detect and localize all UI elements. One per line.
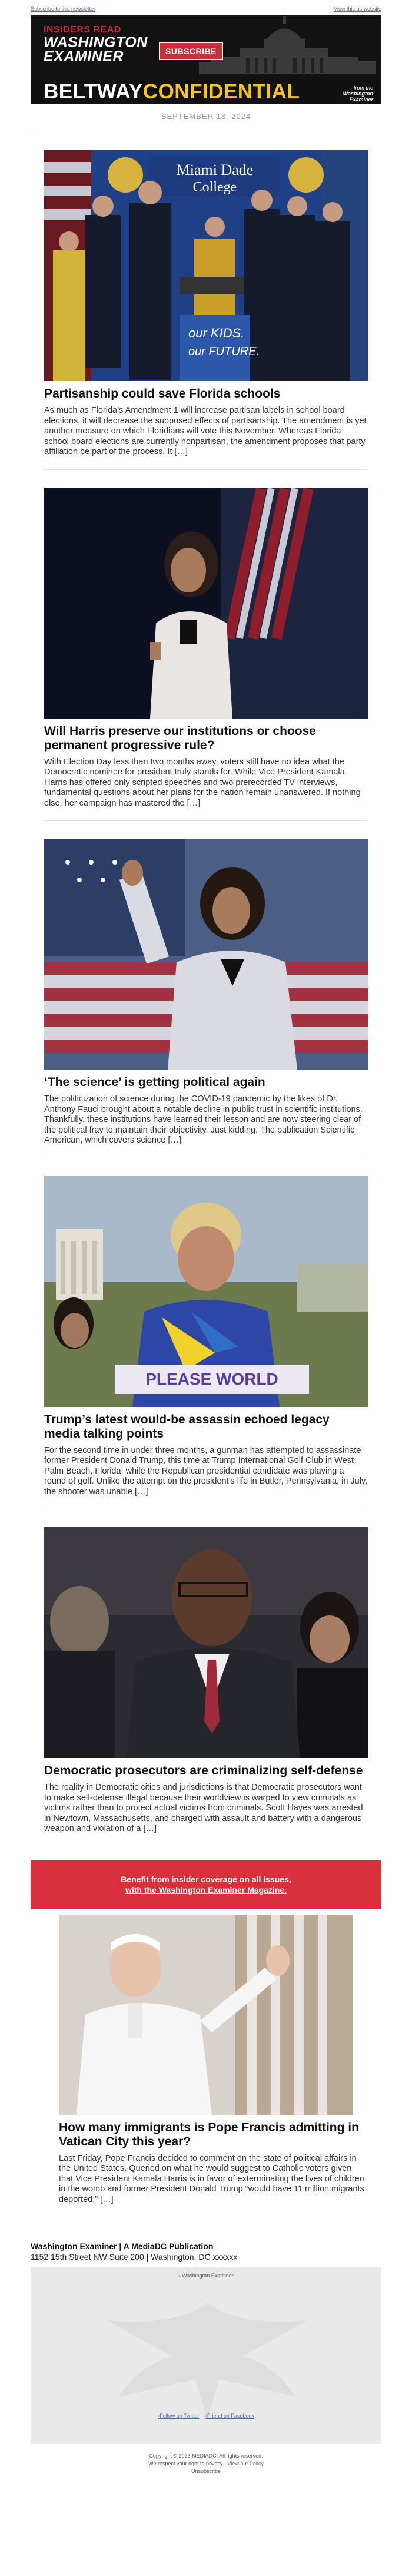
facebook-link-text: Friend on Facebook	[207, 2413, 254, 2419]
article-image-florida[interactable]	[44, 150, 368, 381]
header-tagline: INSIDERS READ	[44, 25, 121, 35]
privacy-prefix: We respect your right to privacy -	[148, 2461, 228, 2466]
privacy-line	[0, 2460, 412, 2468]
footer-logo-alt: Washington Examiner	[182, 2273, 234, 2279]
subscribe-newsletter-link[interactable]: Subscribe to this newsletter	[31, 6, 96, 12]
newsletter-title-part1: BELTWAY	[44, 80, 143, 103]
byline-line-1: from the	[353, 85, 373, 91]
article-excerpt: For the second time in under three months, a gunman has attempted to assassinate former President Donald Trump, this time at Trump International Golf Club in West Palm Beach, Florida, while the Republican presidential candidate was playing a round of golf. Unlike the attempt on the president’s life in Butler, Pennsylvania, in July, the shooter was unable […]	[44, 1445, 368, 1496]
article-image-graphic	[44, 488, 368, 719]
article-image-graphic	[59, 1915, 353, 2115]
divider	[44, 820, 368, 821]
article-card	[44, 1915, 368, 2206]
article-headline[interactable]: ‘The science’ is getting political again	[44, 1075, 265, 1089]
article-image-graphic	[44, 1176, 368, 1407]
article-card	[44, 1527, 368, 1835]
brand-line-1: WASHINGTON	[44, 34, 148, 51]
article-excerpt: The reality in Democratic cities and jurisdictions is that Democratic prosecutors want to make self-defense illegal because their worldview is warped to view criminals as victims rather than to protect actual victims from criminals. Scott Hayes was arrested in Newtown, Massachusetts, and charged with assault and battery with a dangerous weapon and violation of a […]	[44, 1783, 363, 1833]
image-sign-text-1: our KIDS.	[188, 326, 245, 340]
footer-panel	[31, 2267, 381, 2444]
twitter-link-text: Follow on Twitter	[160, 2413, 200, 2419]
image-banner-text-2: College	[192, 180, 237, 195]
unsubscribe-link[interactable]: Unsubscribe	[191, 2468, 221, 2474]
washington-examiner-logo[interactable]	[44, 35, 148, 64]
beltway-confidential-bar	[31, 80, 381, 104]
byline-line-3: Examiner	[349, 97, 373, 102]
article-headline[interactable]: Trump’s latest would-be assassin echoed legacy media talking points	[44, 1412, 330, 1441]
article-image-routh[interactable]	[44, 1176, 368, 1407]
facebook-icon: ▫	[205, 2413, 207, 2419]
footer	[0, 2241, 412, 2475]
article-headline[interactable]: Partisanship could save Florida schools	[44, 387, 281, 400]
copyright-text: Copyright © 2023 MEDIADC. All rights reserved.	[149, 2453, 263, 2459]
divider	[44, 469, 368, 470]
newsletter-title	[44, 81, 300, 102]
twitter-icon: ▫	[158, 2413, 160, 2419]
follow-twitter-link[interactable]	[158, 2413, 200, 2419]
article-excerpt: With Election Day less than two months away, voters still have no idea what the Democratic nominee for president truly stands for. While Vice President Kamala Harris has offered only scripted speeches and two prerecorded TV interviews, fundamental questions about her plans for the nation remain unanswered. If nothing else, her campaign has mastered the […]	[44, 757, 361, 808]
footer-org-name: Washington Examiner | A MediaDC Publication	[31, 2241, 214, 2251]
image-banner-text-1: Miami Dade	[176, 161, 254, 178]
article-card	[44, 839, 368, 1158]
social-links	[31, 2412, 381, 2420]
article-image-graphic	[44, 1527, 368, 1758]
promo-line-1[interactable]: Benefit from insider coverage on all issues,	[121, 1874, 291, 1884]
view-in-browser-link[interactable]: View this as website	[334, 6, 381, 12]
image-placeholder-icon: ▫	[178, 2273, 181, 2279]
article-headline[interactable]: How many immigrants is Pope Francis admitting in Vatican City this year?	[59, 2120, 359, 2148]
friend-facebook-link[interactable]	[205, 2413, 254, 2419]
privacy-policy-link[interactable]: View our Policy	[227, 2461, 264, 2466]
article-card	[44, 150, 368, 470]
brand-line-2: EXAMINER	[44, 48, 124, 65]
article-excerpt: As much as Florida’s Amendment 1 will increase partisan labels in school board elections, it will decrease the supposed effects of partisanship. The amendment is yet another measure on which Floridians will vote this November. Whereas Florida school board elections are currently nonpartisan, the amendment proposes that party affiliation be part of the process. It […]	[44, 406, 367, 456]
article-card	[44, 1176, 368, 1510]
issue-date: SEPTEMBER 18, 2024	[161, 112, 251, 121]
magazine-promo-banner[interactable]	[31, 1860, 381, 1909]
footer-address: 1152 15th Street NW Suite 200 | Washington, DC xxxxxx	[31, 2252, 238, 2262]
article-excerpt: The politicization of science during the COVID-19 pandemic by the likes of Dr. Anthony Fauci brought about a notable decline in public trust in scientific institutions. Thankfully, these institutions have learned their lesson and are now steering clear of the political fray to maintain their objectivity. Just kidding. The publication Scientific American, which covers science […]	[44, 1094, 363, 1145]
article-image-graphic	[44, 839, 368, 1070]
article-image-pope[interactable]	[59, 1915, 353, 2115]
newsletter-title-part2: CONFIDENTIAL	[142, 80, 300, 103]
header-byline	[343, 85, 373, 102]
byline-line-2: Washington	[343, 91, 373, 97]
newsletter-header	[31, 15, 381, 104]
article-headline[interactable]: Democratic prosecutors are criminalizing self-defense	[44, 1764, 363, 1777]
subscribe-button[interactable]: SUBSCRIBE	[159, 42, 223, 60]
top-links	[0, 0, 412, 13]
promo-line-2[interactable]: with the Washington Examiner Magazine.	[125, 1885, 287, 1895]
article-image-prosecutor[interactable]	[44, 1527, 368, 1758]
article-image-graphic	[44, 150, 368, 381]
article-image-harris-rally[interactable]	[44, 839, 368, 1070]
article-card	[44, 488, 368, 822]
article-excerpt: Last Friday, Pope Francis decided to comment on the state of political affairs in the United States. Queried on what he would suggest to Catholic voters given that Vice President Kamala Harris is in favor of exterminating the lives of children in the womb and former President Donald Trump “would have 11 million migrants deported,” […]	[59, 2153, 364, 2204]
article-headline[interactable]: Will Harris preserve our institutions or choose permanent progressive rule?	[44, 724, 316, 752]
article-image-harris-podium[interactable]	[44, 488, 368, 719]
image-sign-text: PLEASE WORLD	[145, 1369, 278, 1388]
image-sign-text-2: our FUTURE.	[188, 345, 260, 358]
